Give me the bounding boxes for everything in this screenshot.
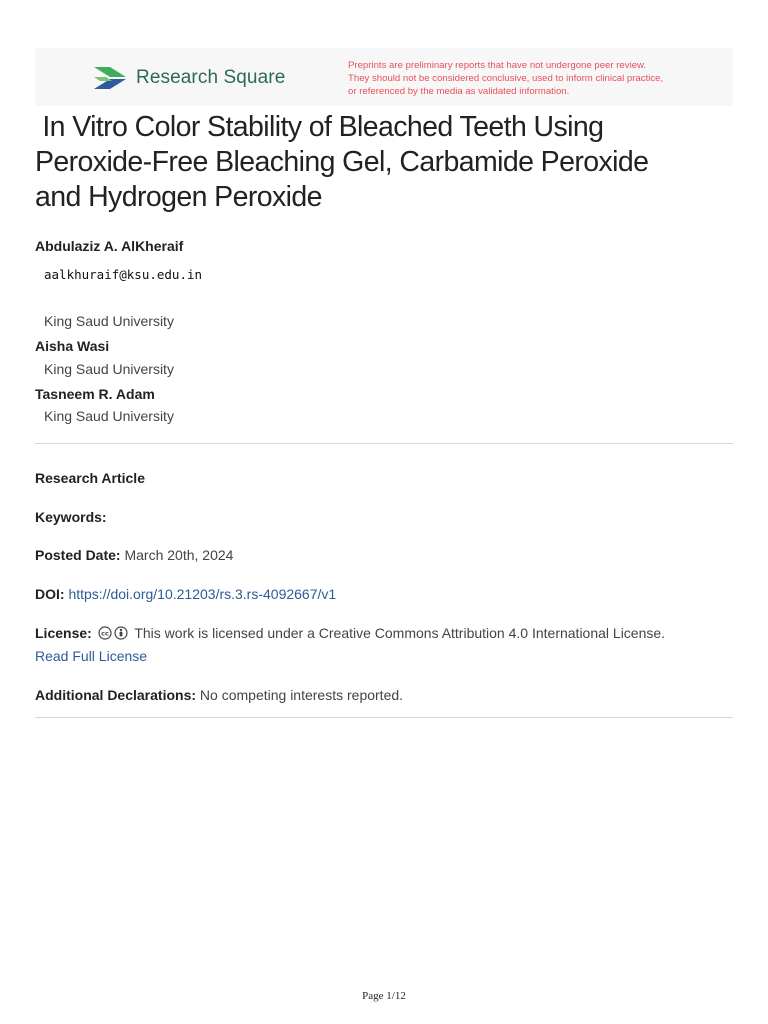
license-label: License: — [35, 625, 92, 641]
posted-date-label: Posted Date: — [35, 547, 121, 563]
research-square-logo-icon — [92, 63, 128, 93]
section-divider — [35, 717, 733, 718]
posted-date-row — [35, 547, 233, 563]
logo-text: Research Square — [136, 67, 286, 88]
doi-label: DOI: — [35, 586, 65, 602]
research-square-logo[interactable] — [92, 63, 285, 93]
declarations-value: No competing interests reported. — [199, 687, 404, 703]
author-name: Abdulaziz A. AlKheraif — [35, 238, 184, 254]
article-type — [35, 470, 145, 486]
declarations-label: Additional Declarations: — [35, 687, 197, 703]
title-line: and Hydrogen Peroxide — [35, 181, 322, 213]
keywords-label: Keywords: — [35, 509, 107, 525]
keywords-row — [35, 509, 107, 525]
read-license-row — [35, 648, 147, 664]
page-number: Page 1/12 — [362, 990, 406, 1002]
article-type-label: Research Article — [35, 470, 145, 486]
author-email[interactable]: aalkhuraif@ksu.edu.in — [44, 267, 203, 282]
read-full-license-link[interactable]: Read Full License — [35, 648, 148, 664]
cc-license-icons — [98, 626, 128, 640]
disclaimer-line: or referenced by the media as validated information. — [348, 86, 570, 97]
posted-date-value: March 20th, 2024 — [124, 547, 234, 563]
doi-link[interactable]: https://doi.org/10.21203/rs.3.rs-4092667/v1 — [68, 586, 337, 602]
license-text: This work is licensed under a Creative Commons Attribution 4.0 International License. — [134, 625, 666, 641]
author-affiliation: King Saud University — [44, 313, 174, 329]
author-affiliation: King Saud University — [44, 408, 174, 424]
title-line: Peroxide-Free Bleaching Gel, Carbamide Peroxide — [35, 146, 649, 178]
preprint-disclaimer — [348, 59, 708, 98]
attribution-icon — [114, 626, 128, 640]
svg-text:cc: cc — [100, 629, 109, 638]
author-name: Tasneem R. Adam — [35, 386, 155, 402]
disclaimer-line: Preprints are preliminary reports that have not undergone peer review. — [348, 60, 647, 71]
declarations-row — [35, 687, 403, 703]
doi-row — [35, 586, 336, 602]
author-affiliation: King Saud University — [44, 361, 174, 377]
title-line: In Vitro Color Stability of Bleached Teeth Using — [35, 111, 604, 143]
author-name: Aisha Wasi — [35, 338, 110, 354]
license-row — [35, 625, 665, 641]
disclaimer-line: They should not be considered conclusive, used to inform clinical practice, — [348, 73, 664, 84]
creative-commons-icon — [98, 626, 112, 640]
paper-title — [35, 110, 735, 215]
section-divider — [35, 443, 733, 444]
